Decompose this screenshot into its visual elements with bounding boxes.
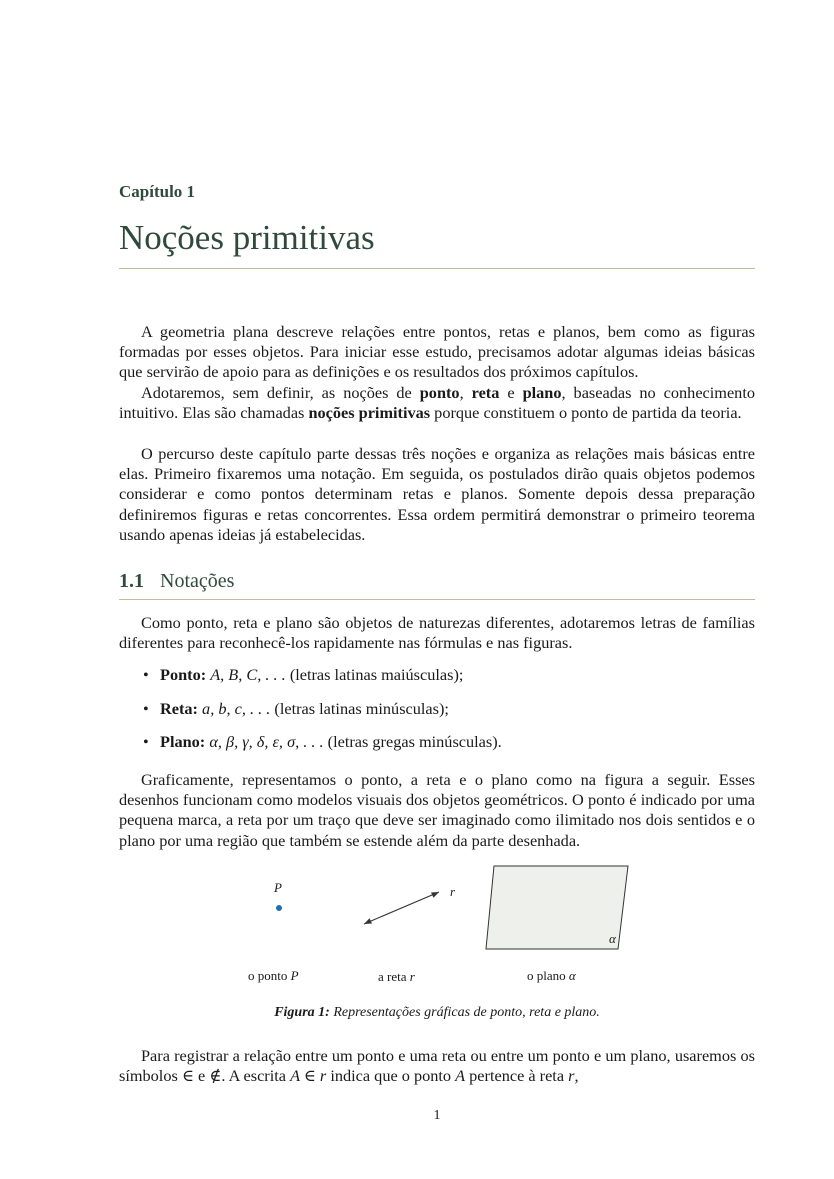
term-reta: reta (471, 383, 500, 402)
point-letter: P (274, 880, 282, 895)
plane-region (486, 866, 628, 949)
section-number: 1.1 (119, 570, 144, 592)
chapter-title: Noções primitivas (119, 218, 375, 257)
term-ponto: ponto (419, 383, 460, 402)
line-arrowhead-end (431, 892, 439, 898)
page-number: 1 (433, 1108, 441, 1123)
section-paragraph-2: Graficamente, representamos o ponto, a reta e o plano como na figura a seguir. Esses desenhos funcionam como modelos visuais dos objetos geométricos. O ponto é indicado por uma pequena marca, a reta por um traço que deve ser imaginado como ilimitado nos dois sentidos e o plano por uma região que também se estende além da parte desenhada. (119, 770, 755, 850)
intro-paragraph-3: O percurso deste capítulo parte dessas três noções e organiza as relações mais básicas entre elas. Primeiro fixaremos uma notação. Em seguida, os postulados dirão quais objetos podemos considerar e como pontos determinam retas e planos. Somente depois dessa preparação definiremos figuras e retas concorrentes. Essa ordem permitirá demonstrar o primeiro teorema usando apenas ideias já estabelecidas. (119, 444, 755, 544)
figure-caption (119, 1005, 755, 1021)
section-title: Notações (160, 570, 235, 592)
term-nocoes-primitivas: noções primitivas (308, 403, 431, 423)
chapter-label: Capítulo 1 (119, 182, 196, 201)
line-caption: a reta r (378, 969, 415, 984)
line-arrowhead-start (364, 918, 372, 924)
notation-list (119, 665, 755, 766)
plane-caption: o plano α (527, 968, 576, 983)
list-item: • Plano: α, β, γ, δ, ε, σ, . . . (letras gregas minúsculas). (143, 732, 502, 751)
figure-caption-label: Figura 1: (274, 1005, 330, 1020)
chapter-rule (119, 268, 755, 269)
figure-1 (119, 860, 755, 990)
intro-paragraph-2: Adotaremos, sem definir, as noções de ponto, reta e plano, baseadas no conhecimento intuitivo. Elas são chamadas noções primitivas porque constituem o ponto de partida da teoria. (119, 383, 755, 423)
figure-drawing (119, 860, 755, 990)
section-rule (119, 599, 755, 600)
intro-paragraph-1: A geometria plana descreve relações entre pontos, retas e planos, bem como as figuras formadas por esses objetos. Para iniciar esse estudo, precisamos adotar algumas ideias básicas que servirão de apoio para as definições e os resultados dos próximos capítulos. (119, 322, 755, 382)
section-paragraph-1: Como ponto, reta e plano são objetos de naturezas diferentes, adotaremos letras de famílias diferentes para reconhecê-los rapidamente nas fórmulas e nas figuras. (119, 613, 755, 653)
point-mark (276, 905, 282, 911)
term-plano: plano (522, 383, 562, 402)
list-item: • Reta: a, b, c, . . . (letras latinas minúsculas); (143, 698, 449, 718)
list-item: • Ponto: A, B, C, . . . (letras latinas maiúsculas); (143, 665, 464, 684)
plane-letter: α (609, 931, 616, 946)
point-caption: o ponto P (248, 968, 299, 983)
line-letter: r (450, 884, 456, 899)
section-heading (119, 570, 234, 593)
section-paragraph-3: Para registrar a relação entre um ponto e uma reta ou entre um ponto e um plano, usaremos os símbolos ∈ e ∉. A escrita A ∈ r indica que o ponto A pertence à reta r, (119, 1046, 755, 1086)
figure-caption-text: Representações gráficas de ponto, reta e plano. (333, 1005, 600, 1020)
line-segment (364, 892, 439, 924)
